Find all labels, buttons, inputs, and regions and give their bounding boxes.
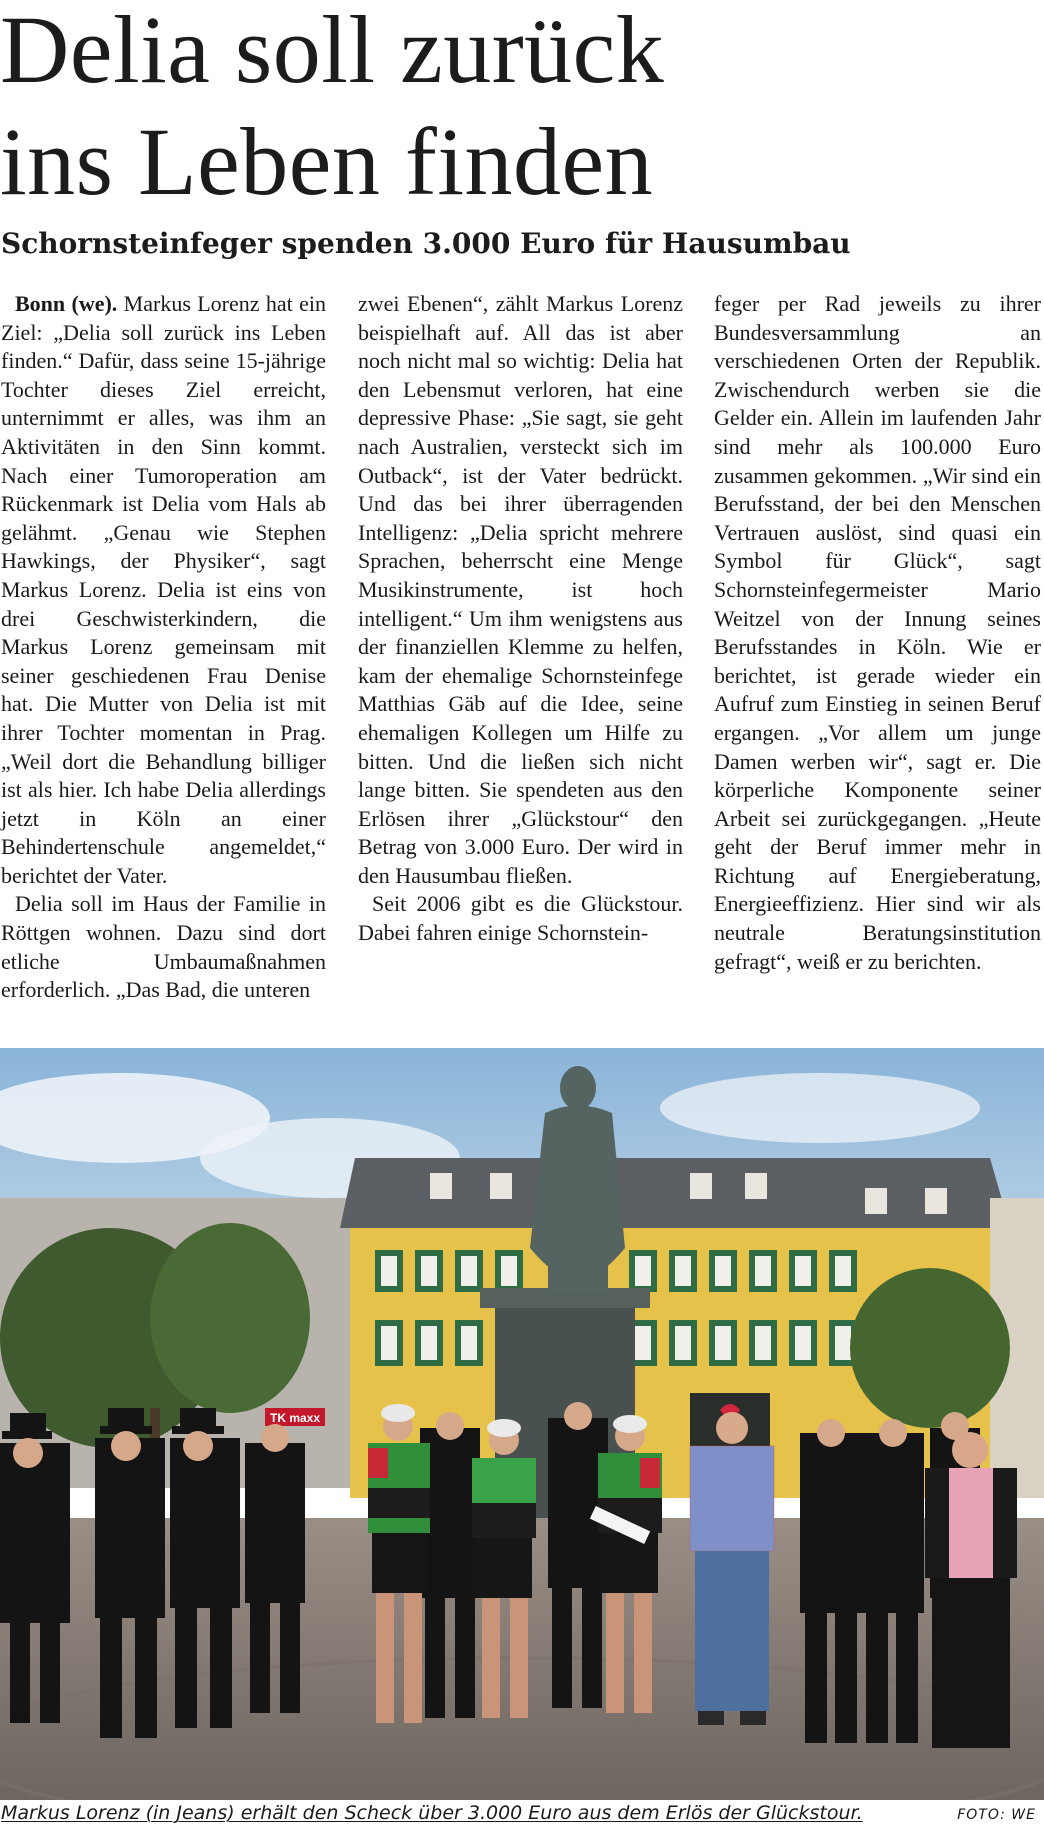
paragraph: Delia soll im Haus der Familie in Röttgen wohnen. Dazu sind dort etliche Umbaumaßnahmen erforderlich. „Das Bad, die unteren — [1, 891, 326, 1003]
photo-credit: FOTO: WE — [957, 1807, 1036, 1823]
headline-line-2: ins Leben finden — [0, 108, 654, 215]
paragraph — [1, 290, 326, 890]
caption-text: Markus Lorenz (in Jeans) erhält den Scheck über 3.000 Euro aus dem Erlös der Glückstour. — [1, 1802, 863, 1824]
tree-right — [850, 1268, 1010, 1428]
dateline: Bonn (we). — [15, 291, 118, 316]
headline — [0, 0, 1044, 218]
article-column-1 — [1, 290, 326, 1005]
store-sign — [265, 1408, 325, 1426]
article-column-2 — [358, 290, 683, 948]
store-sign-text: TK maxx — [269, 1411, 321, 1425]
tree-left-2 — [150, 1223, 310, 1413]
article-photo — [0, 1048, 1044, 1800]
subheadline: Schornsteinfeger spenden 3.000 Euro für Hausumbau — [1, 227, 851, 260]
photo-caption — [0, 1800, 1044, 1827]
paragraph: feger per Rad jeweils zu ihrer Bundesversammlung an verschiedenen Orten der Republik. Zwischendurch werben sie die Gelder ein. Allein im laufenden Jahr sind mehr als 100.000 Euro zusammen gekommen. „Wir sind ein Berufsstand, der bei den Menschen Vertrauen auslöst, sind quasi ein Symbol für Glück“, sagt Schornsteinfegermeister Mario Weitzel von der Innung seines Berufsstandes in Köln. Wie er berichtet, ist gerade wieder ein Aufruf zum Einstieg in seinen Beruf ergangen. „Vor allem um junge Damen werben wir“, sagt er. Die körperliche Komponente seiner Arbeit sei zurückgegangen. „Heute geht der Beruf immer mehr in Richtung auf Energieberatung, Energieeffizienz. Hier sind wir als neutrale Beratungsinstitution gefragt“, weiß er zu berichten. — [714, 291, 1041, 974]
headline-line-1: Delia soll zurück — [0, 0, 665, 103]
article-column-3 — [714, 290, 1041, 976]
paragraph: zwei Ebenen“, zählt Markus Lorenz beispielhaft auf. All das ist aber noch nicht mal so wichtig: Delia hat den Lebensmut verloren, hat eine depressive Phase: „Sie sagt, sie geht nach Australien, versteckt sich im Outback“, ist der Vater bedrückt. Und das bei ihrer überragenden Intelligenz: „Delia spricht mehrere Sprachen, beherrscht eine Menge Musikinstrumente, ist hoch intelligent.“ Um ihm wenigstens aus der finanziellen Klemme zu helfen, kam der ehemalige Schornsteinfege Matthias Gäb auf die Idee, seine ehemaligen Kollegen um Hilfe zu bitten. Und die ließen sich nicht lange bitten. Sie spendeten aus den Erlösen ihrer „Glückstour“ den Betrag von 3.000 Euro. Der wird in den Hausumbau fließen. — [358, 291, 683, 888]
paragraph-text: Markus Lorenz hat ein Ziel: „Delia soll zurück ins Leben finden.“ Dafür, dass seine 15-jährige Tochter dieses Ziel erreicht, unternimmt er alles, was ihm an Aktivitäten in den Sinn kommt. Nach einer Tumoroperation am Rückenmark ist Delia vom Hals ab gelähmt. „Genau wie Stephen Hawkings, der Physiker“, sagt Markus Lorenz. Delia ist eins von drei Geschwisterkindern, die Markus Lorenz gemeinsam mit seiner geschiedenen Frau Denise hat. Die Mutter von Delia ist mit ihrer Tochter momentan in Prag. „Weil dort die Behandlung billiger ist als hier. Ich habe Delia allerdings jetzt in Köln an einer Behindertenschule angemeldet,“ berichtet der Vater. — [1, 291, 326, 888]
man-in-pink-shirt — [925, 1432, 1017, 1748]
man-in-jeans — [690, 1412, 774, 1725]
paragraph: Seit 2006 gibt es die Glückstour. Dabei fahren einige Schornstein- — [358, 891, 683, 946]
cloud — [660, 1073, 980, 1143]
